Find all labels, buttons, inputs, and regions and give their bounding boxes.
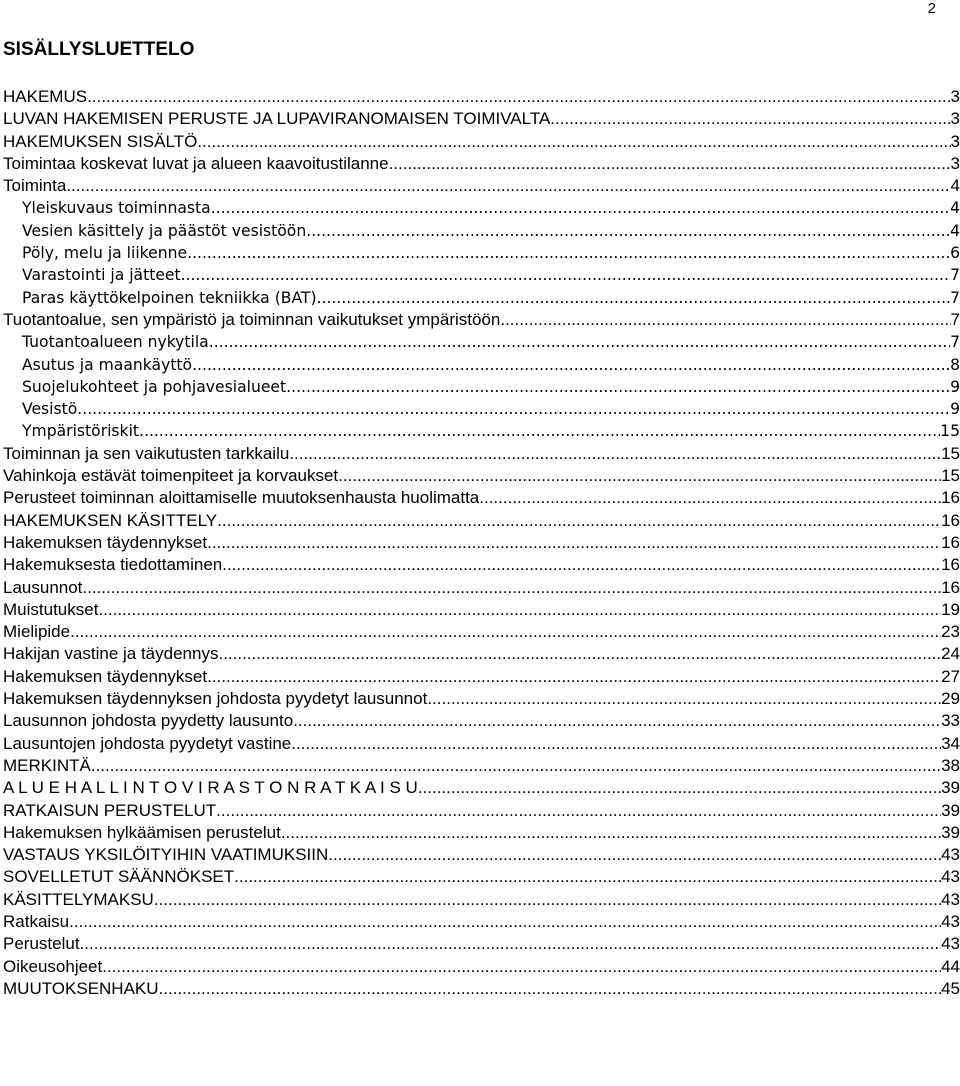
toc-dot-leader: [217, 510, 941, 532]
toc-entry-text: Perusteet toiminnan aloittamiselle muutoksenhausta huolimatta: [3, 488, 480, 508]
toc-entry-page: 43: [941, 889, 960, 909]
toc-entry[interactable]: [3, 554, 960, 576]
toc-dot-leader: [192, 354, 950, 376]
toc-entry[interactable]: [3, 175, 960, 197]
toc-entry-page: 16: [941, 488, 960, 508]
toc-entry-text: Varastointi ja jätteet: [22, 266, 181, 285]
toc-dot-leader: [80, 933, 942, 955]
toc-entry-text: Muistutukset: [3, 599, 99, 619]
toc-entry-page: 8: [950, 355, 960, 374]
toc-entry-page: 34: [941, 733, 960, 753]
toc-entry-page: 16: [941, 532, 960, 552]
toc-entry-text: Tuotantoalue, sen ympäristö ja toiminnan vaikutukset ympäristöön: [3, 309, 501, 329]
toc-entry-text: Perustelut: [3, 934, 80, 954]
toc-entry-page: 23: [941, 622, 960, 642]
toc-dot-leader: [286, 376, 950, 398]
toc-entry-page: 43: [941, 911, 960, 931]
toc-entry-text: Pöly, melu ja liikenne: [22, 244, 188, 263]
toc-dot-leader: [211, 197, 950, 219]
toc-entry-page: 16: [941, 510, 960, 530]
toc-entry-page: 39: [941, 800, 960, 820]
toc-dot-leader: [389, 153, 951, 175]
page-title: SISÄLLYSLUETTELO: [3, 39, 195, 60]
toc-entry-text: Hakemuksen hylkäämisen perustelut: [3, 822, 281, 842]
toc-dot-leader: [159, 978, 942, 1000]
toc-entry[interactable]: [3, 822, 960, 844]
toc-entry[interactable]: [3, 354, 960, 376]
toc-entry-page: 38: [941, 755, 960, 775]
toc-entry[interactable]: [3, 621, 960, 643]
toc-entry-page: 3: [950, 131, 960, 151]
toc-dot-leader: [293, 710, 941, 732]
toc-dot-leader: [197, 131, 950, 153]
toc-dot-leader: [306, 220, 950, 242]
toc-entry-page: 3: [950, 153, 960, 173]
toc-dot-leader: [207, 532, 941, 554]
toc-dot-leader: [427, 688, 941, 710]
toc-entry-text: Vahinkoja estävät toimenpiteet ja korvaukset: [3, 466, 339, 486]
toc-entry-text: SOVELLETUT SÄÄNNÖKSET: [3, 867, 235, 887]
toc-entry[interactable]: [3, 755, 960, 777]
toc-entry-text: VASTAUS YKSILÖITYIHIN VAATIMUKSIIN: [3, 845, 329, 865]
toc-dot-leader: [98, 599, 941, 621]
toc-dot-leader: [66, 175, 950, 197]
toc-entry[interactable]: [3, 844, 960, 866]
toc-entry[interactable]: [3, 577, 960, 599]
toc-entry-text: Oikeusohjeet: [3, 956, 103, 976]
toc-entry[interactable]: [3, 956, 960, 978]
toc-entry-text: A L U E H A L L I N T O V I R A S T O N R A T K A I S U: [3, 778, 418, 798]
toc-entry-text: Toiminnan ja sen vaikutusten tarkkailu: [3, 443, 290, 463]
toc-entry[interactable]: [3, 376, 960, 398]
toc-dot-leader: [77, 398, 950, 420]
toc-entry[interactable]: [3, 710, 960, 732]
toc-entry-text: RATKAISUN PERUSTELUT: [3, 800, 217, 820]
toc-dot-leader: [216, 800, 941, 822]
toc-dot-leader: [102, 956, 941, 978]
toc-entry[interactable]: [3, 688, 960, 710]
toc-entry-text: Toiminta: [3, 176, 67, 196]
toc-entry-page: 9: [950, 377, 960, 396]
toc-entry-text: Suojelukohteet ja pohjavesialueet: [22, 377, 287, 396]
toc-entry[interactable]: [3, 331, 960, 353]
toc-entry[interactable]: [3, 131, 960, 153]
toc-entry[interactable]: [3, 153, 960, 175]
toc-dot-leader: [550, 108, 950, 130]
toc-entry-text: Hakemuksen täydennyksen johdosta pyydetyt lausunnot: [3, 689, 428, 709]
toc-dot-leader: [222, 554, 941, 576]
toc-entry[interactable]: [3, 108, 960, 130]
toc-entry-text: Hakijan vastine ja täydennys: [3, 644, 219, 664]
toc-entry-page: 43: [941, 867, 960, 887]
toc-entry-page: 15: [941, 443, 960, 463]
toc-entry[interactable]: [3, 309, 960, 331]
toc-dot-leader: [289, 443, 941, 465]
toc-dot-leader: [500, 309, 950, 331]
toc-dot-leader: [479, 487, 941, 509]
toc-entry-page: 45: [941, 978, 960, 998]
toc-entry-text: Hakemuksen täydennykset: [3, 666, 208, 686]
toc-entry[interactable]: [3, 643, 960, 665]
toc-dot-leader: [281, 822, 941, 844]
page-number: 2: [927, 0, 936, 17]
toc-entry-page: 43: [941, 934, 960, 954]
toc-entry-text: HAKEMUKSEN KÄSITTELY: [3, 510, 218, 530]
toc-entry-page: 6: [950, 244, 960, 263]
toc-entry[interactable]: [3, 487, 960, 509]
toc-entry[interactable]: [3, 978, 960, 1000]
toc-entry-page: 4: [950, 199, 960, 218]
toc-entry[interactable]: [3, 398, 960, 420]
toc-dot-leader: [91, 755, 941, 777]
toc-entry[interactable]: [3, 287, 960, 309]
toc-entry-text: Lausunnon johdosta pyydetty lausunto: [3, 711, 294, 731]
toc-entry-text: Asutus ja maankäyttö: [22, 355, 193, 374]
toc-entry-text: HAKEMUKSEN SISÄLTÖ: [3, 131, 198, 151]
toc-dot-leader: [70, 621, 941, 643]
toc-entry-page: 16: [941, 555, 960, 575]
toc-entry[interactable]: [3, 733, 960, 755]
toc-entry-page: 3: [950, 109, 960, 129]
toc-entry[interactable]: [3, 420, 960, 442]
toc-entry-text: Lausuntojen johdosta pyydetyt vastine: [3, 733, 292, 753]
toc-entry-text: Ratkaisu: [3, 911, 70, 931]
toc-entry[interactable]: [3, 532, 960, 554]
toc-dot-leader: [418, 777, 941, 799]
toc-entry-text: Hakemuksesta tiedottaminen: [3, 555, 223, 575]
toc-dot-leader: [187, 242, 950, 264]
toc-dot-leader: [207, 666, 941, 688]
toc-entry-page: 3: [950, 87, 960, 106]
toc-entry[interactable]: [3, 889, 960, 911]
toc-entry-text: KÄSITTELYMAKSU: [3, 889, 154, 909]
toc-entry-text: Paras käyttökelpoinen tekniikka (BAT): [22, 288, 317, 307]
toc-dot-leader: [234, 866, 941, 888]
toc-dot-leader: [87, 86, 950, 108]
toc-entry[interactable]: [3, 911, 960, 933]
toc-entry[interactable]: [3, 465, 960, 487]
toc-entry[interactable]: [3, 933, 960, 955]
toc-entry-text: LUVAN HAKEMISEN PERUSTE JA LUPAVIRANOMAISEN TOIMIVALTA: [3, 109, 551, 129]
toc-entry-text: Mielipide: [3, 622, 71, 642]
toc-entry[interactable]: [3, 599, 960, 621]
toc-entry-page: 7: [950, 309, 960, 329]
toc-dot-leader: [317, 287, 951, 309]
toc-entry-page: 7: [950, 288, 960, 307]
toc-entry-page: 44: [941, 956, 960, 976]
toc-entry-text: Vesien käsittely ja päästöt vesistöön: [22, 221, 307, 240]
toc-entry-page: 24: [941, 644, 960, 664]
toc-entry-text: Lausunnot: [3, 577, 83, 597]
toc-entry-page: 43: [941, 845, 960, 865]
toc-entry-text: Yleiskuvaus toiminnasta: [22, 199, 211, 218]
toc-entry-page: 7: [950, 266, 960, 285]
toc-entry[interactable]: [3, 86, 960, 108]
toc-entry-text: MERKINTÄ: [3, 755, 91, 775]
table-of-contents: [3, 86, 960, 1000]
toc-entry[interactable]: [3, 510, 960, 532]
toc-dot-leader: [328, 844, 941, 866]
toc-entry-page: 19: [941, 599, 960, 619]
toc-entry-text: HAKEMUS: [3, 87, 88, 106]
toc-dot-leader: [154, 889, 941, 911]
toc-dot-leader: [139, 420, 940, 442]
toc-entry[interactable]: [3, 220, 960, 242]
toc-dot-leader: [209, 331, 950, 353]
toc-dot-leader: [69, 911, 941, 933]
toc-entry-text: MUUTOKSENHAKU: [3, 978, 159, 998]
toc-entry[interactable]: [3, 800, 960, 822]
toc-entry-page: 16: [941, 577, 960, 597]
toc-entry-text: Tuotantoalueen nykytila: [22, 333, 209, 352]
toc-entry-text: Ympäristöriskit: [22, 422, 140, 441]
toc-entry[interactable]: [3, 264, 960, 286]
toc-entry[interactable]: [3, 777, 960, 799]
toc-entry-text: Hakemuksen täydennykset: [3, 532, 208, 552]
toc-entry-page: 15: [940, 422, 960, 441]
toc-dot-leader: [338, 465, 941, 487]
toc-dot-leader: [82, 577, 941, 599]
toc-entry-page: 27: [941, 666, 960, 686]
toc-entry[interactable]: [3, 443, 960, 465]
toc-dot-leader: [181, 264, 950, 286]
toc-entry[interactable]: [3, 242, 960, 264]
toc-entry-text: Vesistö: [22, 400, 78, 419]
toc-entry-page: 4: [950, 221, 960, 240]
toc-entry-page: 4: [950, 176, 960, 196]
toc-entry-page: 7: [950, 333, 960, 352]
toc-entry[interactable]: [3, 197, 960, 219]
toc-entry[interactable]: [3, 866, 960, 888]
toc-entry-text: Toimintaa koskevat luvat ja alueen kaavoitustilanne: [3, 153, 389, 173]
toc-entry-page: 15: [941, 466, 960, 486]
toc-dot-leader: [291, 733, 941, 755]
toc-entry-page: 39: [941, 822, 960, 842]
toc-entry[interactable]: [3, 666, 960, 688]
toc-entry-page: 33: [941, 711, 960, 731]
toc-entry-page: 9: [950, 400, 960, 419]
toc-dot-leader: [218, 643, 941, 665]
toc-entry-page: 39: [941, 778, 960, 798]
toc-entry-page: 29: [941, 689, 960, 709]
